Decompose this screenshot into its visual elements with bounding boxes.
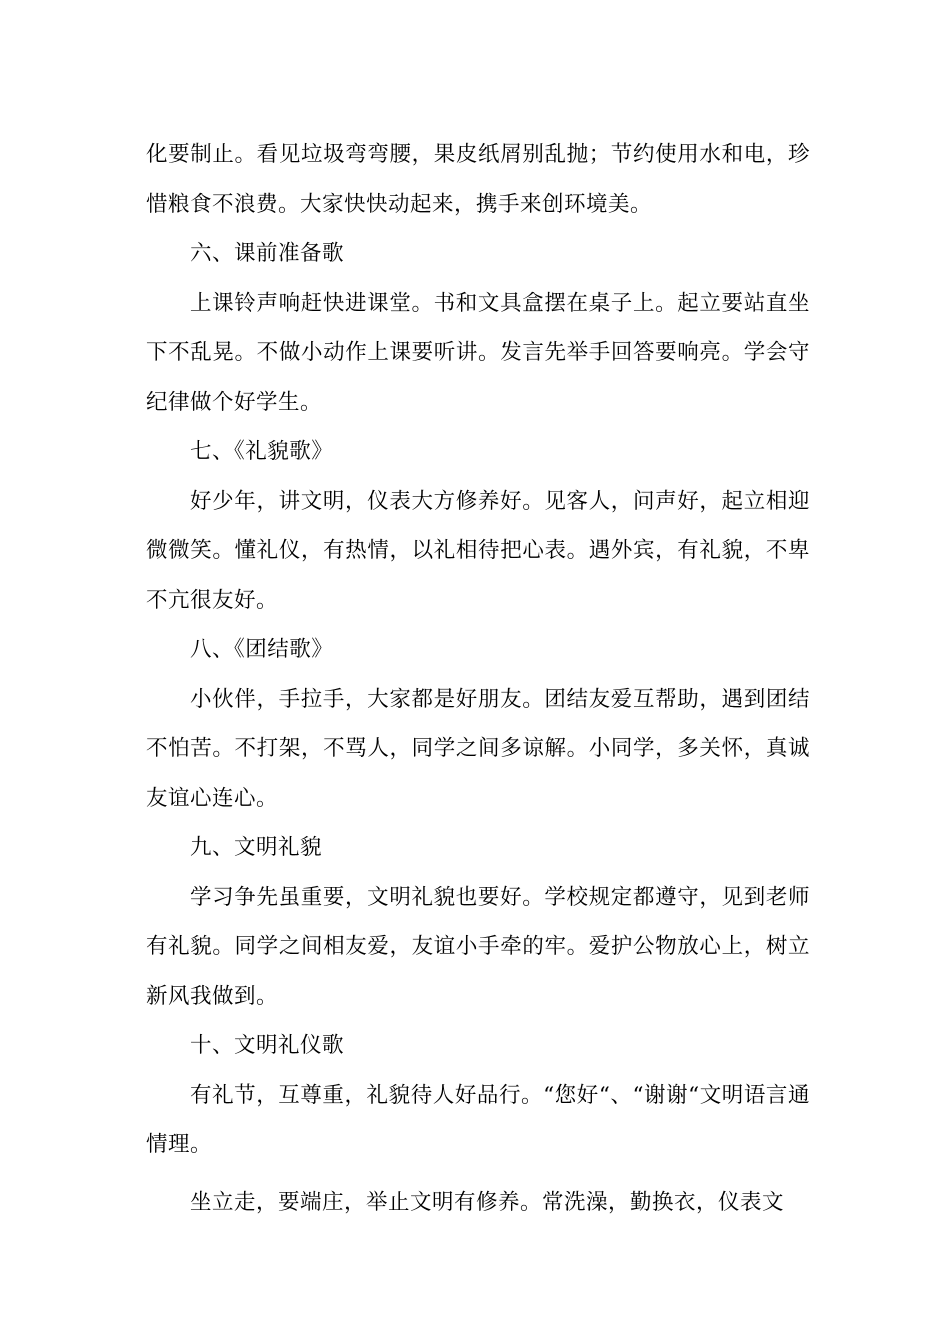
heading-section-10: 十、文明礼仪歌 <box>190 1033 345 1058</box>
paragraph-section-8: 小伙伴，手拉手，大家都是好朋友。团结友爱互帮助，遇到团结不怕苦。不打架，不骂人，同学之间多谅解。小同学，多关怀，真诚友谊心连心。 <box>146 686 810 811</box>
paragraph-section-10-b: 坐立走，要端庄，举止文明有修养。常洗澡，勤换衣，仪表文 <box>190 1189 785 1215</box>
paragraph-section-6: 上课铃声响赶快进课堂。书和文具盒摆在桌子上。起立要站直坐下不乱晃。不做小动作上课要听讲。发言先举手回答要响亮。学会守纪律做个好学生。 <box>146 290 810 415</box>
heading-section-7: 七、《礼貌歌》 <box>190 439 334 464</box>
paragraph-section-9: 学习争先虽重要，文明礼貌也要好。学校规定都遵守，见到老师有礼貌。同学之间相友爱，友谊小手牵的牢。爱护公物放心上，树立新风我做到。 <box>146 884 810 1009</box>
heading-section-9: 九、文明礼貌 <box>190 835 323 860</box>
paragraph-gap <box>146 1170 810 1178</box>
heading-section-8: 八、《团结歌》 <box>190 637 334 662</box>
document-body <box>146 130 810 1227</box>
paragraph-environment-end: 化要制止。看见垃圾弯弯腰，果皮纸屑别乱抛；节约使用水和电，珍惜粮食不浪费。大家快快动起来，携手来创环境美。 <box>146 142 810 217</box>
paragraph-section-10-a: 有礼节，互尊重，礼貌待人好品行。“您好“、“谢谢“文明语言通情理。 <box>146 1082 810 1157</box>
paragraph-section-7: 好少年，讲文明，仪表大方修养好。见客人，问声好，起立相迎微微笑。懂礼仪，有热情，以礼相待把心表。遇外宾，有礼貌，不卑不亢很友好。 <box>146 488 810 613</box>
heading-section-6: 六、课前准备歌 <box>190 241 345 266</box>
